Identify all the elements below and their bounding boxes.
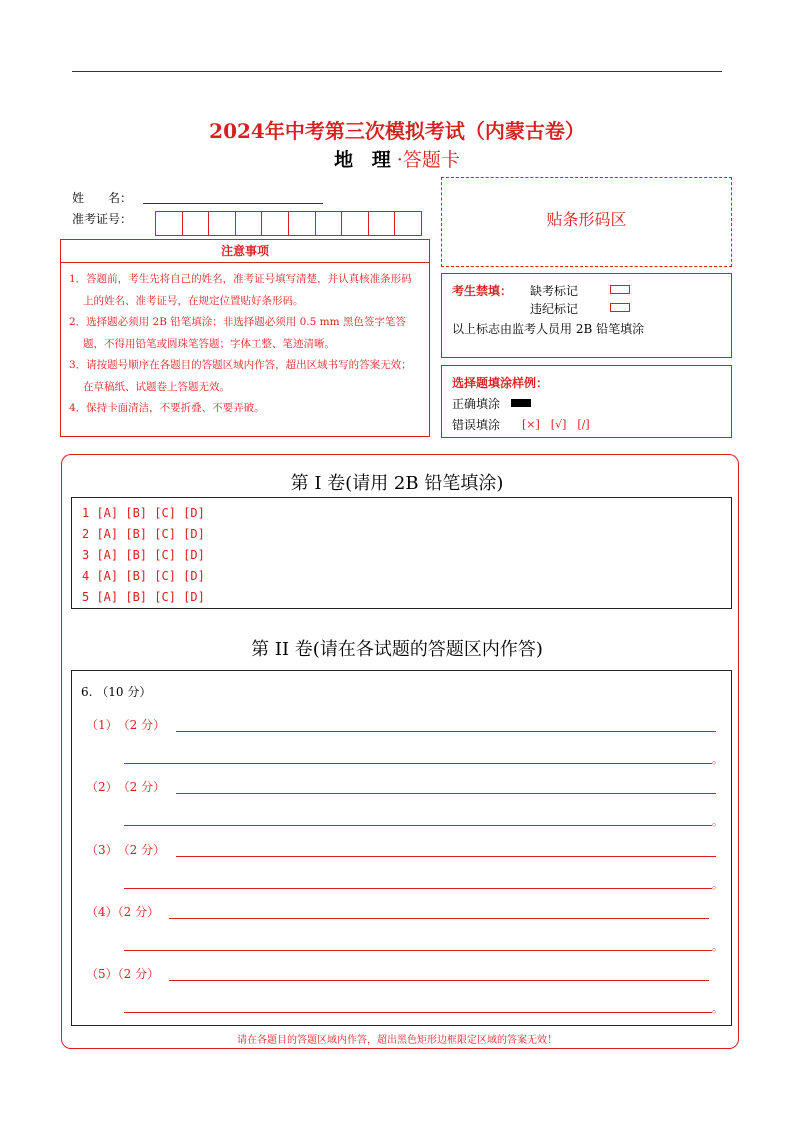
page-title: 2024年中考第三次模拟考试（内蒙古卷） [209,119,585,143]
id-number-boxes[interactable] [155,211,422,236]
question-label: 6. （10 分） [81,685,152,699]
notice-heading: 注意事项 [61,240,429,263]
answer-line[interactable] [124,1012,712,1013]
answer-line[interactable] [124,888,712,889]
choice-row[interactable]: 2 [A] [B] [C] [D] [82,527,205,541]
forbid-title: 考生禁填： [452,284,513,298]
answer-line[interactable] [176,793,716,794]
sub-question-label: （4）（2 分） [86,905,160,919]
answer-line[interactable] [169,980,709,981]
answer-line[interactable] [124,763,712,764]
part1-title: 第 I 卷(请用 2B 铅笔填涂) [290,473,504,494]
choice-answer-box [71,497,732,609]
correct-fill-label: 正确填涂 [452,397,501,411]
sample-title: 选择题填涂样例： [452,376,549,390]
sub-question-label: （5）（2 分） [86,967,160,981]
notice-panel [60,239,430,437]
correct-fill-sample [511,399,531,407]
end-mark: 。 [712,940,723,953]
notice-item: 1．答题前，考生先将自己的姓名，准考证号填写清楚，并认真核准条形码上的姓名、准考证号，在规定位置贴好条形码。 [69,273,412,307]
answer-line[interactable] [124,950,712,951]
fill-sample-panel [441,365,732,438]
answer-line[interactable] [176,731,716,732]
notice-item: 3．请按题号顺序在各题目的答题区域内作答，超出区域书写的答案无效；在草稿纸、试题卷上答题无效。 [69,359,412,393]
sub-question-label: （2） （2 分） [86,780,166,794]
violation-label: 违纪标记 [530,302,579,316]
part2-title: 第 II 卷(请在各试题的答题区内作答) [251,639,543,660]
end-mark: 。 [712,878,723,891]
absent-label: 缺考标记 [530,284,579,298]
wrong-fill-label: 错误填涂 [452,418,501,432]
absent-mark-box[interactable] [610,285,630,294]
notice-item: 4．保持卡面清洁，不要折叠、不要弄破。 [69,402,265,414]
id-label: 准考证号： [72,212,133,226]
wrong-fill-samples: [×] [√] [/] [522,418,590,431]
end-mark: 。 [712,753,723,766]
footer-warning: 请在各题目的答题区域内作答，超出黑色矩形边框限定区域的答案无效！ [237,1035,557,1046]
sub-question-label: （3） （2 分） [86,843,166,857]
barcode-area: 贴条形码区 [441,177,732,267]
name-label: 姓 名： [72,191,133,205]
violation-mark-box[interactable] [610,303,630,312]
page-subtitle [0,145,794,172]
answer-line[interactable] [169,918,709,919]
forbid-note: 以上标志由监考人员用 2B 铅笔填涂 [452,322,645,336]
notice-item: 2．选择题必须用 2B 铅笔填涂；非选择题必须用 0.5 mm 黑色签字笔答题，不得用铅笔或圆珠笔答题；字体工整、笔迹清晰。 [69,316,406,350]
subtitle-suffix: ·答题卡 [396,149,460,171]
essay-answer-box [71,670,732,1026]
answer-line[interactable] [124,825,712,826]
subject-name: 地 理 [334,149,397,171]
end-mark: 。 [712,815,723,828]
top-rule [72,71,722,72]
choice-row[interactable]: 1 [A] [B] [C] [D] [82,506,205,520]
choice-row[interactable]: 4 [A] [B] [C] [D] [82,569,205,583]
end-mark: 。 [712,1002,723,1015]
answer-line[interactable] [176,856,716,857]
name-field[interactable] [143,203,323,204]
sub-question-label: （1） （2 分） [86,718,166,732]
examiner-only-panel [441,273,732,358]
choice-row[interactable]: 3 [A] [B] [C] [D] [82,548,205,562]
choice-row[interactable]: 5 [A] [B] [C] [D] [82,590,205,604]
